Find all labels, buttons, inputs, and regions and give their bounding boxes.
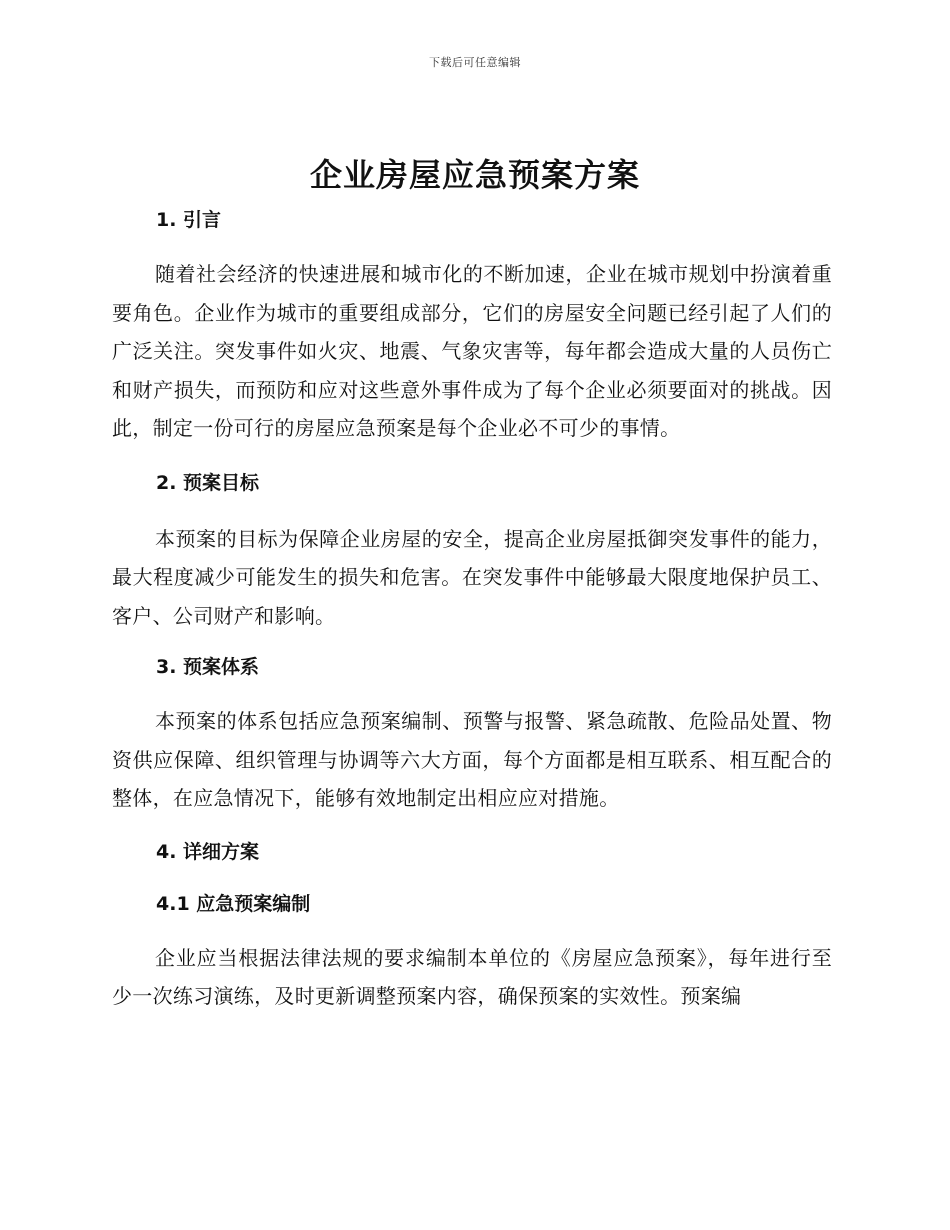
- document-title: 企业房屋应急预案方案: [309, 156, 640, 194]
- section-paragraph-goals: 本预案的目标为保障企业房屋的安全，提高企业房屋抵御突发事件的能力，最大程度减少可能发生的损失和危害。在突发事件中能够最大限度地保护员工、客户、公司财产和影响。: [112, 526, 832, 628]
- section-heading-details: 4. 详细方案: [156, 840, 260, 863]
- subsection-heading-plan-compilation: 4.1 应急预案编制: [156, 892, 311, 915]
- section-heading-system: 3. 预案体系: [156, 656, 260, 678]
- section-paragraph-system: 本预案的体系包括应急预案编制、预警与报警、紧急疏散、危险品处置、物资供应保障、组织管理与协调等六大方面，每个方面都是相互联系、相互配合的整体，在应急情况下，能够有效地制定出相应应对措施。: [112, 709, 832, 810]
- subsection-paragraph-plan-compilation: 企业应当根据法律法规的要求编制本单位的《房屋应急预案》，每年进行至少一次练习演练，及时更新调整预案内容，确保预案的实效性。预案编: [112, 945, 832, 1008]
- section-heading-intro: 1. 引言: [156, 209, 222, 231]
- header-note: 下载后可任意编辑: [429, 56, 521, 69]
- section-heading-goals: 2. 预案目标: [156, 471, 260, 494]
- section-paragraph-intro: 随着社会经济的快速进展和城市化的不断加速，企业在城市规划中扮演着重要角色。企业作为城市的重要组成部分，它们的房屋安全问题已经引起了人们的广泛关注。突发事件如火灾、地震、气象灾害等，每年都会造成大量的人员伤亡和财产损失，而预防和应对这些意外事件成为了每个企业必须要面对的挑战。因此，制定一份可行的房屋应急预案是每个企业必不可少的事情。: [112, 262, 832, 440]
- document-body: [112, 204, 832, 1016]
